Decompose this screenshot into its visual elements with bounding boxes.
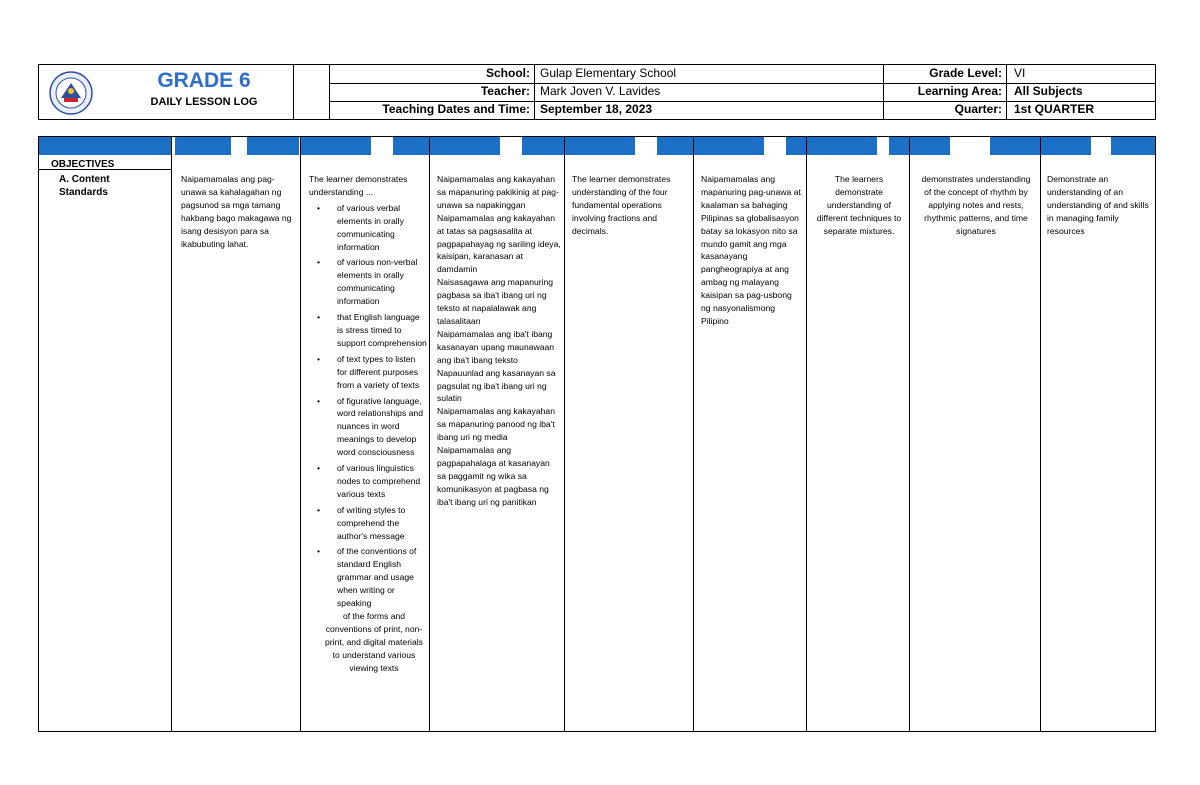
list-item: • that English language is stress timed to support comprehension [309, 311, 427, 350]
list-item: Naipamamalas ang pagpapahalaga at kasanayan sa paggamit ng wika sa komunikasyon at pagbasa ng iba't ibang uri ng panitikan [437, 445, 550, 507]
header-row-school [330, 65, 1156, 84]
deped-seal-icon [49, 71, 93, 115]
list-item: • of various linguistics nodes to comprehend various texts [309, 462, 427, 501]
content-standards-label: A. Content Standards [59, 174, 110, 198]
list-item: • of figurative language, word relationships and nuances in word meanings to develop word consciousness [309, 395, 427, 460]
list-item: • of writing styles to comprehend the author's message [309, 504, 427, 543]
header-spacer [293, 65, 330, 119]
header-info [330, 65, 1156, 119]
ap-content-standard: Naipamamalas ang mapanuring pag-unawa at kaalaman sa bahaging Pilipinas sa globalisasyon batay sa lokasyon nito sa mundo gamit ang mga kasanayang pangheograpiya at ang ambag ng malayang kaisipan sa pag-usbong ng nasyonalismong Pilipino [701, 174, 801, 326]
learning-area-value: All Subjects [1014, 84, 1083, 98]
math-content-standard: The learner demonstrates understanding of the four fundamental operations involving fractions and decimals. [572, 174, 671, 236]
list-item: Naisasagawa ang mapanuring pagbasa sa iba't ibang uri ng teksto at napalalawak ang talasalitaan [437, 277, 554, 326]
mapeh-line: applying notes and rests, rhythmic patterns, and time [924, 199, 1028, 223]
list-item: • of text types to listen for different purposes from a variety of texts [309, 353, 427, 392]
quarter-value: 1st QUARTER [1014, 102, 1095, 116]
list-item: Naipamamalas ang kakayahan sa mapanuring panood ng iba't ibang uri ng media [437, 406, 555, 443]
science-content-standard: The learners demonstrate understanding of different techniques to separate mixtures. [816, 174, 902, 236]
header-row-teacher [330, 83, 1156, 102]
objectives-heading: OBJECTIVES [51, 159, 115, 170]
logo-cell [39, 65, 294, 119]
list-item: Naipamamalas ang kakayahan at tatas sa pagsasalita at pagpapahayag ng sariling ideya, kaisipan, karanasan at damdamin [437, 212, 561, 275]
dates-label: Teaching Dates and Time: [382, 102, 530, 116]
english-intro: The learner demonstrates understanding ... [309, 174, 408, 197]
english-content-standard [309, 173, 427, 675]
teacher-value: Mark Joven V. Lavides [540, 84, 661, 98]
english-tail: of the forms and conventions of print, non-print, and digital materials to understand various viewing texts [325, 611, 423, 673]
quarter-label: Quarter: [954, 102, 1002, 116]
header-row-dates [330, 101, 1156, 119]
grade-level-label: Grade Level: [929, 66, 1002, 80]
mapeh-line: of the concept of rhythm by [924, 186, 1028, 197]
list-item: • of various verbal elements in orally communicating information [309, 202, 427, 254]
learning-area-label: Learning Area: [917, 84, 1002, 98]
epp-content-standard: Demonstrate an understanding of an understanding of and skills in managing family resources [1047, 174, 1149, 236]
school-value: Gulap Elementary School [540, 66, 677, 80]
mapeh-line: demonstrates understanding [921, 174, 1031, 184]
list-item: Naipamamalas ang iba't ibang kasanayan upang maunawaan ang iba't ibang teksto [437, 328, 555, 365]
label-column [39, 137, 172, 731]
list-item: • of the conventions of standard English grammar and usage when writing or speaking [309, 545, 427, 610]
mapeh-line: signatures [956, 225, 996, 236]
grade-level-value: VI [1014, 66, 1026, 80]
objectives-table [38, 136, 1156, 732]
teacher-label: Teacher: [480, 84, 530, 98]
filipino-content-standard [437, 173, 561, 509]
grade-title: GRADE 6 [157, 69, 251, 92]
daily-lesson-log-label: DAILY LESSON LOG [150, 96, 258, 108]
mapeh-content-standard [914, 173, 1038, 238]
school-label: School: [486, 66, 530, 80]
list-item: Naipamamalas ang kakayahan sa mapanuring pakikinig at pag-unawa sa napakinggan [437, 174, 559, 210]
header-table [38, 64, 1156, 120]
dates-value: September 18, 2023 [540, 102, 653, 116]
list-item: • of various non-verbal elements in orally communicating information [309, 256, 427, 308]
list-item: Napauunlad ang kasanayan sa pagsulat ng iba't ibang uri ng sulatin [437, 367, 556, 404]
esp-content-standard: Naipamamalas ang pag-unawa sa kahalagahan ng pagsunod sa mga tamang hakbang bago makagawa ng isang desisyon para sa ikabubuting lahat. [181, 174, 292, 249]
